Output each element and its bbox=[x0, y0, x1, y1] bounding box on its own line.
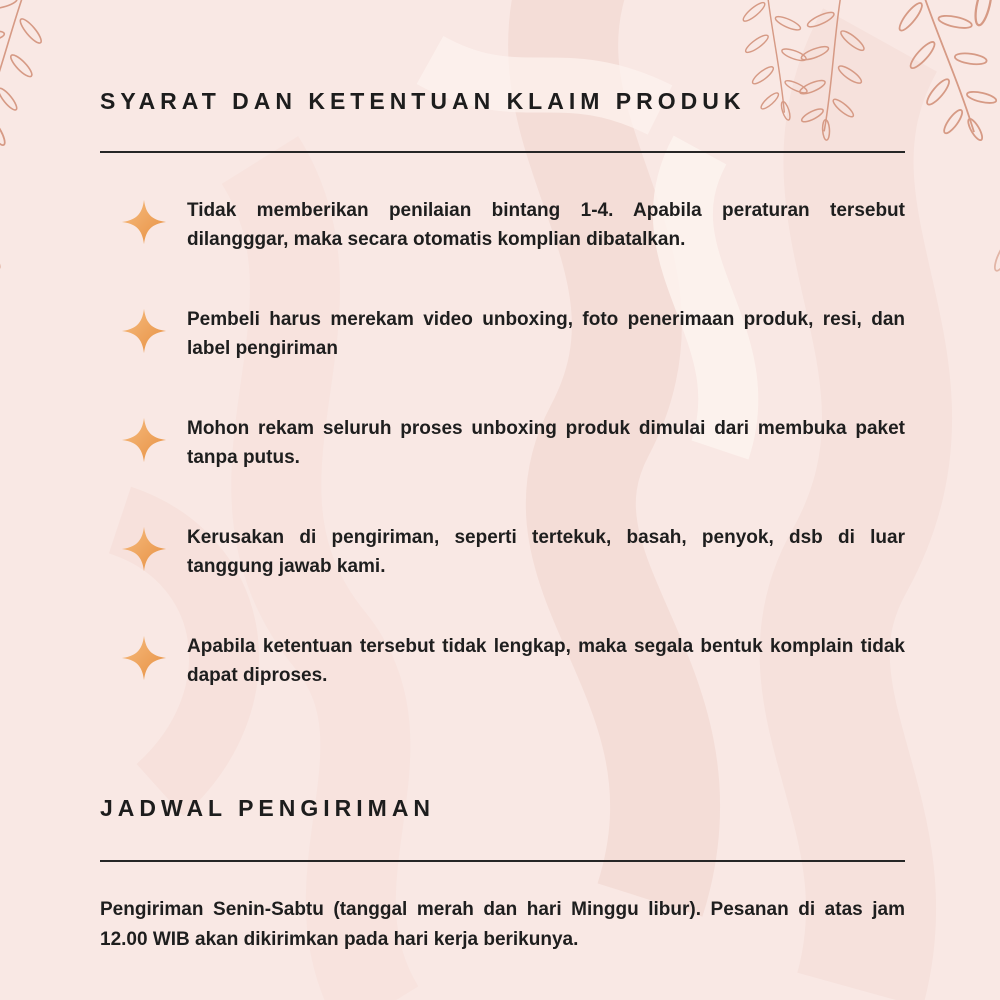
list-item bbox=[100, 196, 905, 254]
claims-section-title: SYARAT DAN KETENTUAN KLAIM PRODUK bbox=[100, 88, 746, 114]
claims-list bbox=[100, 196, 905, 690]
list-item bbox=[100, 632, 905, 690]
list-item bbox=[100, 305, 905, 363]
sparkle-icon bbox=[100, 632, 187, 681]
divider bbox=[100, 860, 905, 862]
list-item-text: Tidak memberikan penilaian bintang 1-4. Apabila peraturan tersebut dilangggar, maka secara otomatis komplian dibatalkan. bbox=[187, 200, 905, 250]
sparkle-icon bbox=[100, 305, 187, 354]
sparkle-icon bbox=[100, 196, 187, 245]
list-item-text: Mohon rekam seluruh proses unboxing produk dimulai dari membuka paket tanpa putus. bbox=[187, 418, 905, 468]
list-item bbox=[100, 523, 905, 581]
list-item-text: Apabila ketentuan tersebut tidak lengkap, maka segala bentuk komplain tidak dapat diproses. bbox=[187, 636, 905, 686]
list-item bbox=[100, 414, 905, 472]
sparkle-icon bbox=[100, 523, 187, 572]
schedule-body-text: Pengiriman Senin-Sabtu (tanggal merah dan hari Minggu libur). Pesanan di atas jam 12.00 WIB akan dikirimkan pada hari kerja berikunya. bbox=[100, 899, 905, 950]
list-item-text: Pembeli harus merekam video unboxing, foto penerimaan produk, resi, dan label pengiriman bbox=[187, 309, 905, 359]
divider bbox=[100, 151, 905, 153]
sparkle-icon bbox=[100, 414, 187, 463]
schedule-section-title: JADWAL PENGIRIMAN bbox=[100, 795, 436, 821]
list-item-text: Kerusakan di pengiriman, seperti tertekuk, basah, penyok, dsb di luar tanggung jawab kami. bbox=[187, 527, 905, 577]
